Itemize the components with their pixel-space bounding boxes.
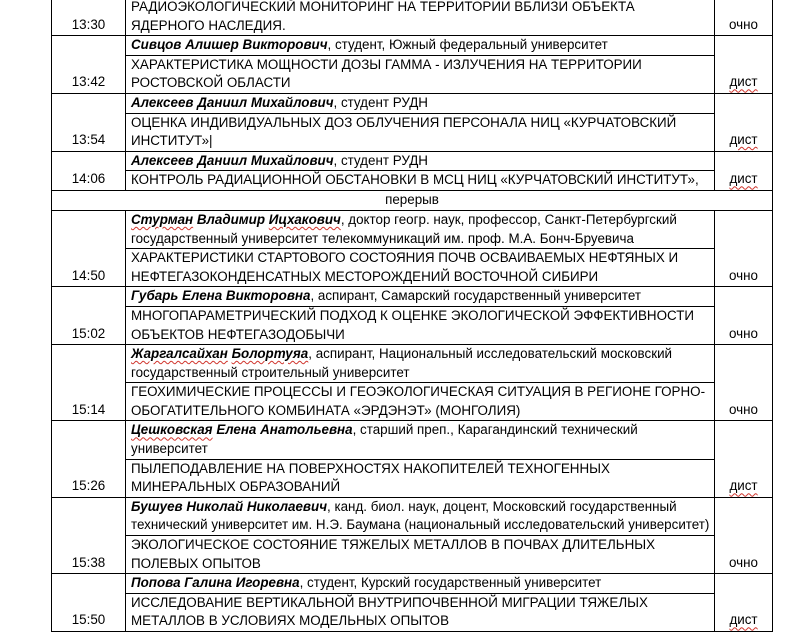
author-name [131,288,310,303]
author-affiliation: , аспирант, Самарский государственный университет [310,288,642,304]
talk-cell [126,345,715,421]
session-time: 15:26 [52,421,126,497]
talk-title: КОНТРОЛЬ РАДИАЦИОННОЙ ОБСТАНОВКИ В МСЦ НИЦ «КУРЧАТОВСКИЙ ИНСТИТУТ», [131,172,699,188]
author-affiliation: , студент, Южный федеральный университет [327,37,608,53]
author-name-word: Алексеев [131,152,194,168]
session-time: 13:54 [52,93,126,151]
table-row [52,0,773,36]
author-name-word: Губарь [131,288,179,304]
talk-title: ЭКОЛОГИЧЕСКОЕ СОСТОЯНИЕ ТЯЖЕЛЫХ МЕТАЛЛОВ В ПОЧВАХ ДЛИТЕЛЬНЫХ ПОЛЕВЫХ ОПЫТОВ [131,537,656,571]
author-line [126,152,714,172]
table-row [52,93,773,151]
break-row [52,190,773,210]
author-name-word: Бушуев [131,498,183,514]
author-name-word: Алексеев [131,94,194,110]
talk-title: ИССЛЕДОВАНИЕ ВЕРТИКАЛЬНОЙ ВНУТРИПОЧВЕННОЙ МИГРАЦИИ ТЯЖЕЛЫХ МЕТАЛЛОВ В УСЛОВИЯХ МОДЕЛЬНЫХ ОПЫТОВ [131,594,648,629]
participation-mode: очно [715,345,773,421]
author-name-word: Алишер [185,37,239,53]
author-name-word: Попова [131,575,181,591]
author-name-word: Галина [184,575,232,591]
author-name [131,346,308,361]
author-line [126,498,714,536]
author-name-word: Николай [186,498,244,514]
document-page [51,0,773,639]
talk-title: ПЫЛЕПОДАВЛЕНИЕ НА ПОВЕРХНОСТЯХ НАКОПИТЕЛЕЙ ТЕХНОГЕННЫХ МИНЕРАЛЬНЫХ ОБРАЗОВАНИЙ [131,460,610,495]
session-time: 14:06 [52,151,126,190]
author-name [131,575,300,590]
author-affiliation: , студент РУДН [333,94,428,110]
break-label: перерыв [52,190,773,210]
talk-cell [126,0,715,36]
talk-title: ГЕОХИМИЧЕСКИЕ ПРОЦЕССЫ И ГЕОЭКОЛОГИЧЕСКАЯ СИТУАЦИЯ В РЕГИОНЕ ГОРНО-ОБОГАТИТЕЛЬНОГО КОМБИНАТА «ЭРДЭНЭТ» (МОНГОЛИЯ) [131,384,706,418]
talk-title: ХАРАКТЕРИСТИКИ СТАРТОВОГО СОСТОЯНИЯ ПОЧВ ОСВАИВАЕМЫХ НЕФТЯНЫХ И НЕФТЕГАЗОКОНДЕНСАТНЫХ МЕСТОРОЖДЕНИЙ ВОСТОЧНОЙ СИБИРИ [131,250,679,284]
participation-mode: дист [715,574,773,632]
author-affiliation: , аспирант, Национальный исследовательский московский государственный строительный университет [131,346,673,380]
talk-cell [126,421,715,497]
author-line [126,345,714,383]
author-name-word: Игоревна [235,575,300,591]
author-name-word: Анатольевна [260,422,353,438]
author-line [126,574,714,594]
author-name [131,422,353,437]
author-name-word: Болортуяа [231,346,309,362]
author-name-word: Даниил [197,94,248,110]
table-row [52,210,773,286]
table-row [52,574,773,632]
author-name-word: Михайлович [250,94,334,110]
talk-cell [126,36,715,94]
author-line [126,211,714,249]
session-time: 13:30 [52,0,126,36]
talk-title: ОЦЕНКА ИНДИВИДУАЛЬНЫХ ДОЗ ОБЛУЧЕНИЯ ПЕРСОНАЛА НИЦ «КУРЧАТОВСКИЙ ИНСТИТУТ»| [131,114,677,149]
session-time: 13:42 [52,36,126,94]
author-name-word: Ицхакович [268,211,341,227]
author-line [126,94,714,114]
participation-mode: очно [715,287,773,345]
participation-mode: дист [715,421,773,497]
author-name-word: Викторович [242,37,328,53]
author-name-word: Николаевич [246,498,328,514]
talk-cell [126,93,715,151]
author-name [131,212,341,227]
participation-mode: дист [715,36,773,94]
author-affiliation: , студент РУДН [333,152,428,168]
program-table [51,0,773,632]
author-affiliation: , старший преп., Карагандинский технический университет [131,422,638,457]
author-name-word: Цешковская [131,422,213,438]
talk-cell [126,497,715,573]
author-affiliation: , студент, Курский государственный университет [299,575,602,591]
table-row [52,36,773,94]
author-name-word: Жаргалсайхан [131,346,228,362]
talk-title: МНОГОПАРАМЕТРИЧЕСКИЙ ПОДХОД К ОЦЕНКЕ ЭКОЛОГИЧЕСКОЙ ЭФФЕКТИВНОСТИ ОБЪЕКТОВ НЕФТЕГАЗОДОБЫЧИ [131,307,695,342]
table-row [52,151,773,190]
session-time: 15:14 [52,345,126,421]
participation-mode: очно [715,210,773,286]
author-name [131,153,334,168]
author-name-word: Елена [216,422,257,438]
talk-cell [126,287,715,345]
participation-mode: дист [715,93,773,151]
talk-cell [126,151,715,190]
table-row [52,497,773,573]
author-name-word: Викторовна [225,288,311,304]
author-line [126,421,714,459]
participation-mode: очно [715,0,773,36]
author-name-word: Елена [182,288,223,304]
session-time: 15:02 [52,287,126,345]
author-name-word: Стурман [131,211,194,227]
author-name [131,37,328,52]
talk-title: РАДИОЭКОЛОГИЧЕСКИЙ МОНИТОРИНГ НА ТЕРРИТОРИИ ВБЛИЗИ ОБЪЕКТА ЯДЕРНОГО НАСЛЕДИЯ. [131,0,635,33]
table-row [52,345,773,421]
author-name [131,95,334,110]
participation-mode: дист [715,151,773,190]
session-time: 14:50 [52,210,126,286]
session-time: 15:50 [52,574,126,632]
table-row [52,421,773,497]
talk-cell [126,574,715,632]
author-affiliation: , канд. биол. наук, доцент, Московский государственный технический университет им. Н.Э. Баумана (национальный исследовательский университет) [131,498,710,533]
talk-title: ХАРАКТЕРИСТИКА МОЩНОСТИ ДОЗЫ ГАММА - ИЗЛУЧЕНИЯ НА ТЕРРИТОРИИ РОСТОВСКОЙ ОБЛАСТИ [131,56,642,91]
program-table-body [52,0,773,632]
author-name [131,499,327,514]
author-line [126,36,714,56]
author-name-word: Сивцов [131,37,182,53]
talk-cell [126,210,715,286]
author-line [126,287,714,307]
table-row [52,287,773,345]
author-affiliation: , доктор геогр. наук, профессор, Санкт-Петербургский государственный университет телекоммуникаций им. проф. М.А. Бонч-Бруевича [131,211,677,246]
session-time: 15:38 [52,497,126,573]
author-name-word: Михайлович [250,152,334,168]
author-name-word: Даниил [197,152,248,168]
participation-mode: очно [715,497,773,573]
author-name-word: Владимир [196,211,266,227]
